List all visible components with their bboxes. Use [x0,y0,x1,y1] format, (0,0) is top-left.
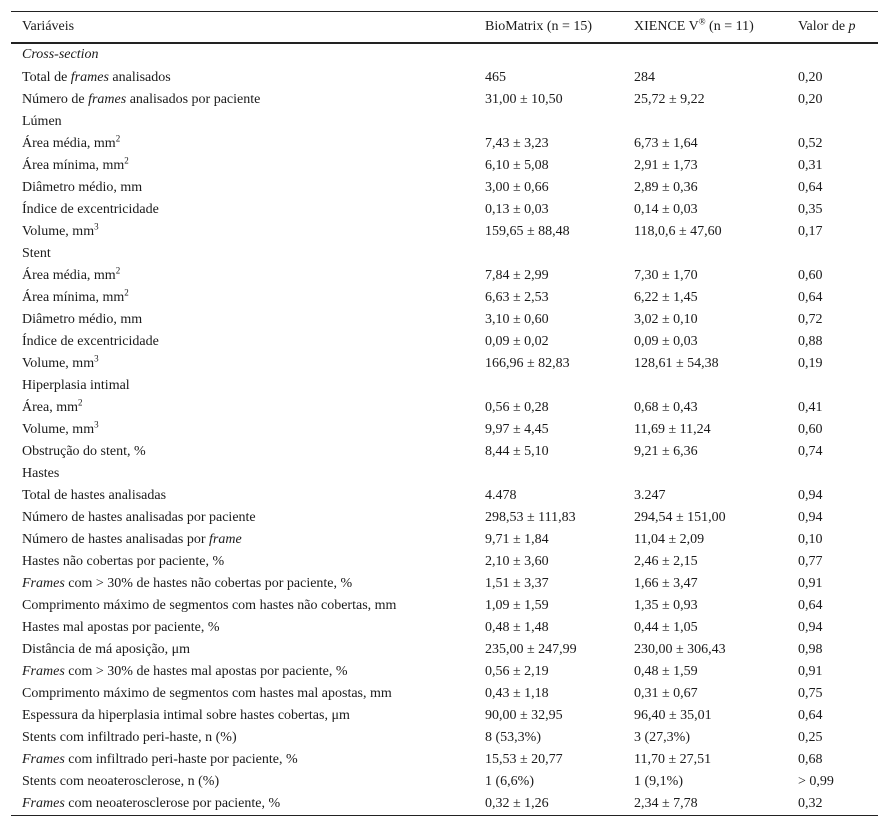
row-label-italic: frames [88,91,127,107]
row-label [11,353,474,375]
row-label [11,89,474,111]
p-value: 0,60 [798,421,823,437]
row-label-text: Número de hastes analisadas por [22,531,209,547]
row-label [11,397,474,419]
table-row [11,771,878,793]
row-label-text: Diâmetro médio, mm [22,311,143,327]
p-value: 0,94 [798,509,823,525]
biomatrix-value [474,243,623,265]
row-label-italic: frames [70,69,109,85]
row-label [11,331,474,353]
row-label [11,221,474,243]
p-value: 0,20 [798,91,823,107]
row-label-superscript: 2 [124,154,129,165]
row-label-italic: Frames [22,663,65,679]
header-xience-n: (n = 11) [705,18,754,34]
biomatrix-value: 0,32 ± 1,26 [474,793,623,816]
biomatrix-value: 90,00 ± 32,95 [485,707,563,723]
xience-value: 230,00 ± 306,43 [634,641,726,657]
table-row [11,727,878,749]
row-label [11,749,474,771]
xience-value: 294,54 ± 151,00 [634,509,726,525]
biomatrix-value: 0,56 ± 0,28 [485,399,549,415]
xience-value: 2,89 ± 0,36 [634,179,698,195]
row-label-text: Comprimento máximo de segmentos com hastes não cobertas, mm [22,597,397,613]
row-label [11,551,474,573]
row-label [11,463,474,485]
table-row [11,749,878,771]
table-row [11,265,878,287]
xience-value: 128,61 ± 54,38 [634,355,719,371]
row-label-text: Hiperplasia intimal [22,377,130,393]
row-label [11,133,474,155]
row-label-text: Diâmetro médio, mm [22,179,143,195]
p-value: 0,88 [798,333,823,349]
row-label-text: Volume, mm [22,421,95,437]
xience-value: 25,72 ± 9,22 [634,91,705,107]
row-label-text: Número de hastes analisadas por paciente [22,509,256,525]
biomatrix-value: 8 (53,3%) [485,729,541,745]
biomatrix-value [474,43,623,67]
biomatrix-value: 166,96 ± 82,83 [485,355,570,371]
p-value: 0,68 [798,751,823,767]
biomatrix-value [474,375,623,397]
row-label-text: Cross-section [22,47,99,62]
row-label-text: Distância de má aposição, μm [22,641,191,657]
biomatrix-value: 31,00 ± 10,50 [485,91,563,107]
row-label [11,529,474,551]
p-value [787,375,878,397]
row-label-text: Hastes não cobertas por paciente, % [22,553,225,569]
row-label [11,661,474,683]
biomatrix-value: 1 (6,6%) [485,773,534,789]
row-label [11,177,474,199]
row-label-superscript: 2 [115,132,121,143]
table-row [11,177,878,199]
row-label [11,727,474,749]
p-value: 0,74 [798,443,823,459]
row-label [11,441,474,463]
table-row [11,793,878,816]
biomatrix-value: 8,44 ± 5,10 [485,443,549,459]
xience-value: 284 [634,69,655,85]
biomatrix-value: 6,10 ± 5,08 [485,157,549,173]
row-label-text: Total de hastes analisadas [22,487,167,503]
p-value: 0,91 [798,575,823,591]
biomatrix-value: 0,48 ± 1,48 [485,619,549,635]
p-value [787,463,878,485]
p-value: 0,94 [798,487,823,503]
header-row [11,12,878,43]
row-label [11,243,474,265]
xience-value: 0,44 ± 1,05 [634,619,698,635]
row-label-text: Índice de excentricidade [22,333,159,349]
table-row [11,133,878,155]
row-label [11,683,474,705]
table-row [11,199,878,221]
table-row [11,67,878,89]
xience-value [623,463,787,485]
row-label-superscript: 2 [115,264,121,275]
header-xience-name: XIENCE V [634,18,699,34]
xience-value: 2,46 ± 2,15 [634,553,698,569]
biomatrix-value: 159,65 ± 88,48 [485,223,570,239]
table-row [11,507,878,529]
xience-value: 9,21 ± 6,36 [634,443,698,459]
biomatrix-value: 465 [485,69,506,85]
xience-value [623,375,787,397]
p-value [787,243,878,265]
p-value: 0,75 [798,685,823,701]
row-label [11,287,474,309]
row-label-text: Área mínima, mm [22,157,125,173]
table-row [11,331,878,353]
row-label [11,265,474,287]
table-row [11,309,878,331]
header-pvalue [787,12,878,43]
xience-value: 2,91 ± 1,73 [634,157,698,173]
biomatrix-value: 7,84 ± 2,99 [485,267,549,283]
biomatrix-value: 235,00 ± 247,99 [485,641,577,657]
row-label-text: Índice de excentricidade [22,201,159,217]
row-label-text: Hastes mal apostas por paciente, % [22,619,220,635]
row-label [11,309,474,331]
table-row [11,221,878,243]
table-header [11,12,878,43]
p-value: 0,98 [798,641,823,657]
row-label-superscript: 3 [94,220,99,231]
p-value: 0,72 [798,311,823,327]
biomatrix-value: 3,10 ± 0,60 [485,311,549,327]
xience-value [623,111,787,133]
table-row [11,617,878,639]
table-row [11,463,878,485]
biomatrix-value: 298,53 ± 111,83 [485,509,576,525]
p-value: 0,25 [798,729,823,745]
xience-value: 6,22 ± 1,45 [634,289,698,305]
xience-value: 3 (27,3%) [634,729,690,745]
p-value: 0,77 [798,553,823,569]
p-value [787,43,878,67]
row-label [11,573,474,595]
row-label [11,595,474,617]
biomatrix-value: 15,53 ± 20,77 [485,751,563,767]
xience-value: 3,02 ± 0,10 [634,311,698,327]
table-row [11,551,878,573]
xience-value: 0,68 ± 0,43 [634,399,698,415]
table-row [11,661,878,683]
xience-value: 3.247 [634,487,666,503]
biomatrix-value: 2,10 ± 3,60 [485,553,549,569]
row-label-text: Área mínima, mm [22,289,125,305]
row-label [11,199,474,221]
p-value: 0,64 [798,289,823,305]
p-value: 0,41 [798,399,823,415]
xience-value: 118,0,6 ± 47,60 [634,223,722,239]
header-pvalue-p: p [848,18,856,34]
row-label-text: Área média, mm [22,135,116,151]
p-value: 0,19 [798,355,823,371]
biomatrix-value [474,463,623,485]
p-value: 0,64 [798,707,823,723]
row-label-italic: Frames [22,575,65,591]
biomatrix-value: 1,51 ± 3,37 [485,575,549,591]
p-value: 0,32 [787,793,878,816]
row-label-suffix: analisados [108,69,171,85]
table-row [11,89,878,111]
row-label [11,375,474,397]
biomatrix-value: 6,63 ± 2,53 [485,289,549,305]
row-label-suffix: com infiltrado peri-haste por paciente, % [64,751,298,767]
xience-value [623,243,787,265]
row-label-text: Stents com neoaterosclerose, n (%) [22,773,220,789]
xience-value: 96,40 ± 35,01 [634,707,712,723]
row-label [11,155,474,177]
xience-value: 1,35 ± 0,93 [634,597,698,613]
table-row [11,287,878,309]
table-row [11,375,878,397]
row-label [11,111,474,133]
p-value: 0,17 [798,223,823,239]
biomatrix-value [474,111,623,133]
results-table-container [11,11,878,816]
row-label-text: Obstrução do stent, % [22,443,146,459]
biomatrix-value: 1,09 ± 1,59 [485,597,549,613]
table-row [11,353,878,375]
biomatrix-value: 0,13 ± 0,03 [485,201,549,217]
row-label-text: Espessura da hiperplasia intimal sobre hastes cobertas, μm [22,707,350,723]
row-label-text: Área média, mm [22,267,116,283]
row-label-italic: Frames [22,795,65,811]
row-label-text: Stents com infiltrado peri-haste, n (%) [22,729,237,745]
p-value: 0,91 [798,663,823,679]
xience-value: 0,48 ± 1,59 [634,663,698,679]
table-body [11,43,878,816]
row-label [11,771,474,793]
row-label [11,485,474,507]
row-label-text: Comprimento máximo de segmentos com hastes mal apostas, mm [22,685,392,701]
results-table [11,11,878,816]
row-label [11,793,474,816]
table-row [11,155,878,177]
p-value: 0,10 [798,531,823,547]
header-variables: Variáveis [11,12,474,43]
p-value: 0,64 [798,597,823,613]
biomatrix-value: 0,09 ± 0,02 [485,333,549,349]
table-row [11,485,878,507]
table-row [11,683,878,705]
table-row [11,573,878,595]
row-label-superscript: 3 [94,352,99,363]
table-row [11,397,878,419]
xience-value: 6,73 ± 1,64 [634,135,698,151]
p-value: 0,35 [798,201,823,217]
header-xience [623,12,787,43]
xience-value: 1 (9,1%) [634,773,683,789]
xience-value: 0,14 ± 0,03 [634,201,698,217]
row-label [11,617,474,639]
xience-value: 0,09 ± 0,03 [634,333,698,349]
row-label-italic: frame [209,531,242,547]
row-label-suffix: com neoaterosclerose por paciente, % [64,795,281,811]
table-row [11,243,878,265]
row-label-superscript: 3 [94,418,99,429]
p-value: 0,60 [798,267,823,283]
row-label-text: Hastes [22,465,60,481]
xience-value: 1,66 ± 3,47 [634,575,698,591]
row-label-text: Lúmen [22,113,62,129]
row-label-text: Área, mm [22,399,78,415]
table-row [11,529,878,551]
biomatrix-value: 3,00 ± 0,66 [485,179,549,195]
biomatrix-value: 4.478 [485,487,517,503]
biomatrix-value: 0,43 ± 1,18 [485,685,549,701]
row-label-text: Stent [22,245,51,261]
table-row [11,639,878,661]
table-row [11,43,878,67]
row-label-suffix: com > 30% de hastes mal apostas por paciente, % [64,663,348,679]
row-label [11,419,474,441]
p-value: 0,31 [798,157,823,173]
row-label [11,67,474,89]
biomatrix-value: 9,71 ± 1,84 [485,531,549,547]
table-row [11,419,878,441]
xience-value [623,43,787,67]
p-value: 0,52 [798,135,823,151]
p-value: > 0,99 [798,773,834,789]
row-label-suffix: analisados por paciente [126,91,261,107]
p-value: 0,20 [798,69,823,85]
row-label-text: Volume, mm [22,223,95,239]
row-label-superscript: 2 [77,396,83,407]
xience-value: 11,70 ± 27,51 [634,751,712,767]
table-row [11,111,878,133]
row-label-text: Número de [22,91,89,107]
row-label-superscript: 2 [124,286,129,297]
p-value: 0,64 [798,179,823,195]
row-label-text: Total de [22,69,71,85]
xience-value: 2,34 ± 7,78 [623,793,787,816]
p-value: 0,94 [798,619,823,635]
row-label [11,507,474,529]
biomatrix-value: 0,56 ± 2,19 [485,663,549,679]
row-label-suffix: com > 30% de hastes não cobertas por paciente, % [64,575,353,591]
row-label-text: Volume, mm [22,355,95,371]
table-row [11,441,878,463]
table-row [11,705,878,727]
row-label-italic: Frames [22,751,65,767]
table-row [11,595,878,617]
xience-value: 0,31 ± 0,67 [634,685,698,701]
biomatrix-value: 7,43 ± 3,23 [485,135,549,151]
xience-value: 11,69 ± 11,24 [634,421,711,437]
p-value [787,111,878,133]
row-label [11,43,474,67]
header-xience-registered: ® [698,16,706,27]
biomatrix-value: 9,97 ± 4,45 [485,421,549,437]
xience-value: 7,30 ± 1,70 [634,267,698,283]
xience-value: 11,04 ± 2,09 [634,531,705,547]
row-label [11,639,474,661]
row-label [11,705,474,727]
header-pvalue-label: Valor de [798,18,849,34]
header-biomatrix: BioMatrix (n = 15) [474,12,623,43]
